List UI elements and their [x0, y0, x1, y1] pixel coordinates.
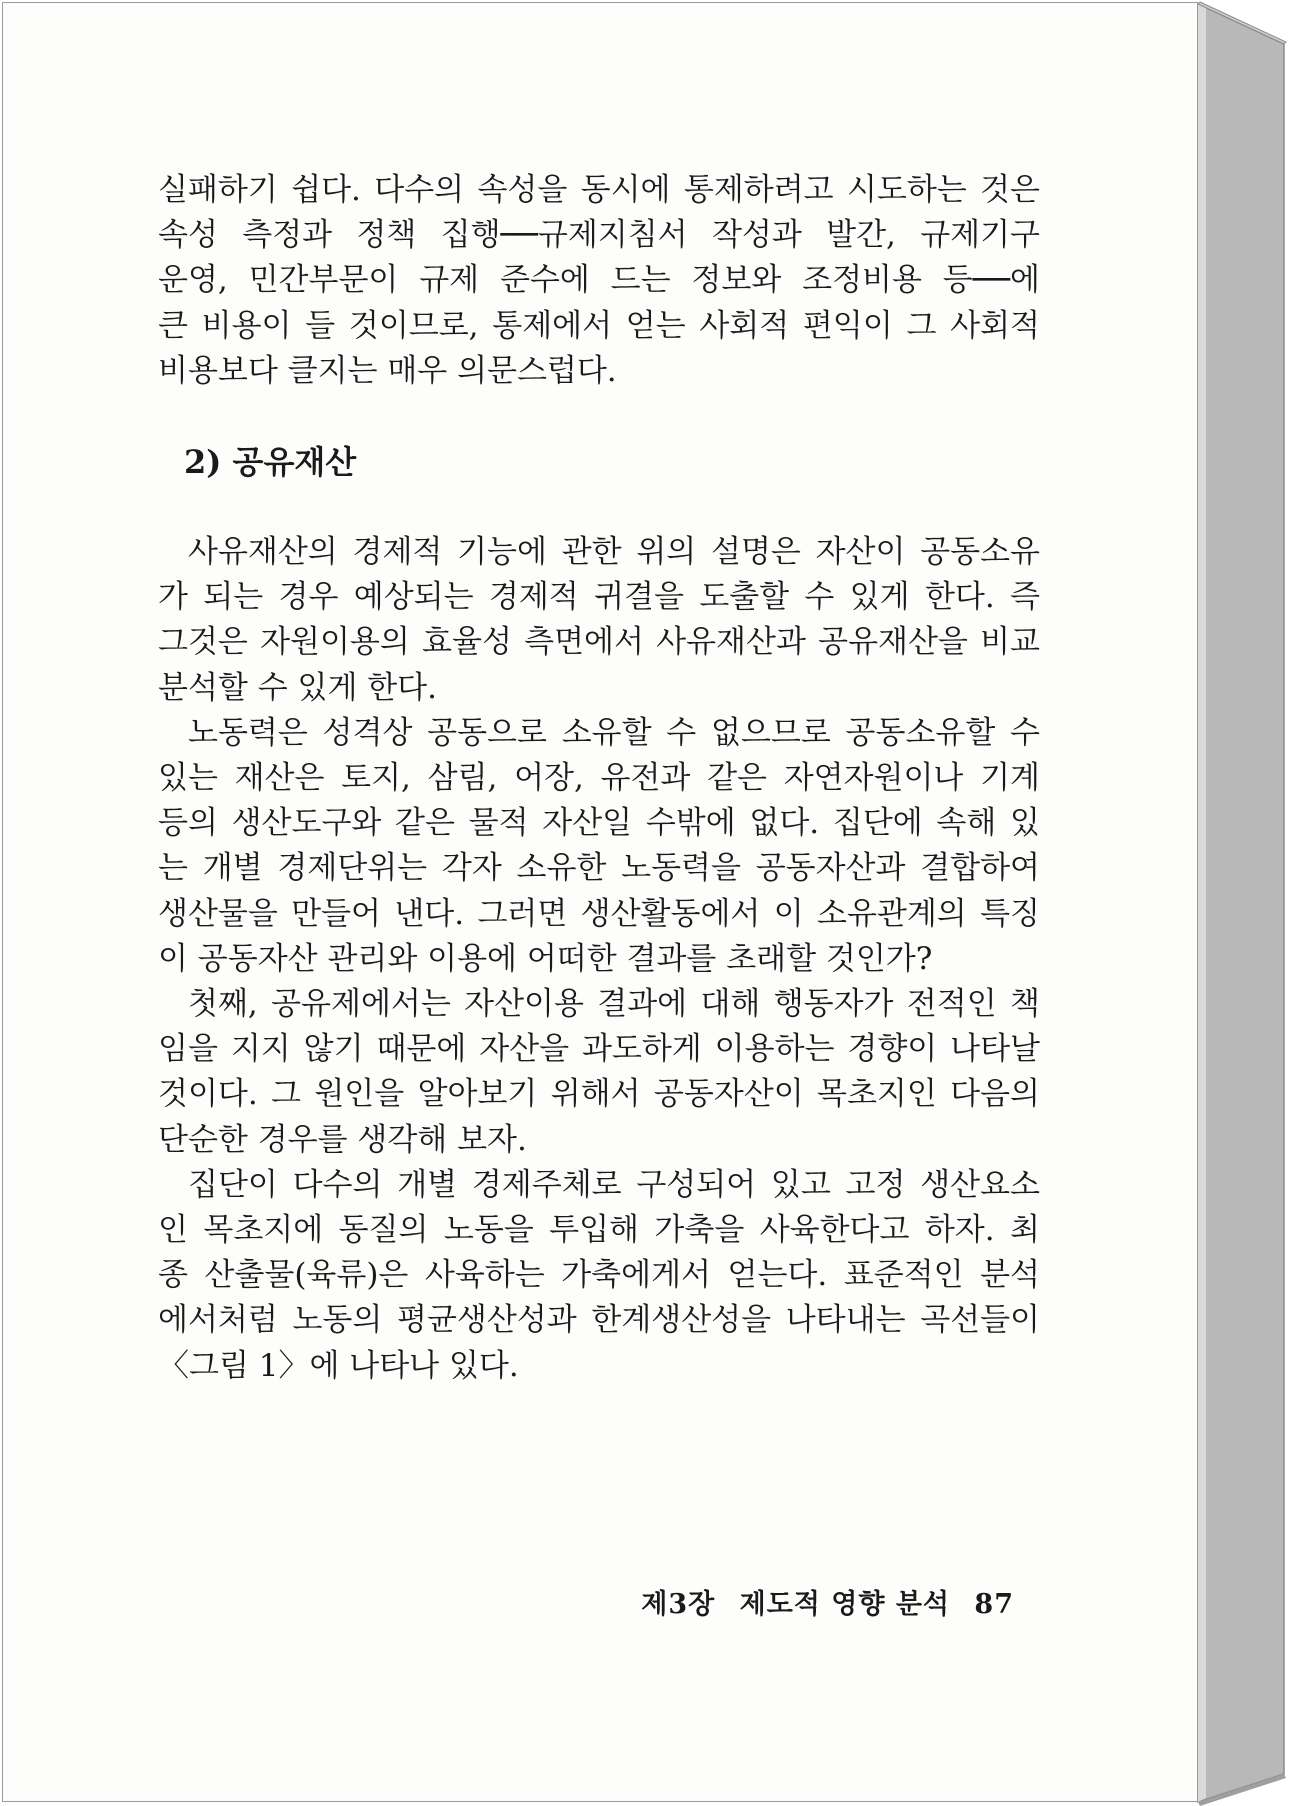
section-heading: 2) 공유재산 [184, 443, 357, 482]
text-line: 첫째, 공유제에서는 자산이용 결과에 대해 행동자가 전적인 책 [188, 986, 1040, 1023]
text-line: 큰 비용이 들 것이므로, 통제에서 얻는 사회적 편익이 그 사회적 [158, 307, 1040, 344]
text-line: 생산물을 만들어 낸다. 그러면 생산활동에서 이 소유관계의 특징 [158, 895, 1040, 932]
text-line: 있는 재산은 토지, 삼림, 어장, 유전과 같은 자연자원이나 기계 [158, 760, 1040, 797]
text-line: 단순한 경우를 생각해 보자. [158, 1121, 527, 1158]
text-line: 는 개별 경제단위는 각자 소유한 노동력을 공동자산과 결합하여 [158, 850, 1040, 887]
footer-chapter-title: 제도적 영향 분석 [739, 1589, 951, 1620]
paragraph-1 [158, 168, 1040, 394]
page-footer [0, 1582, 1014, 1621]
text-line: 운영, 민간부문이 규제 준수에 드는 정보와 조정비용 등──에 [158, 262, 1040, 299]
text-line: 인 목초지에 동질의 노동을 투입해 가축을 사육한다고 하자. 최 [158, 1212, 1040, 1249]
page-number: 87 [974, 1589, 1014, 1620]
text-line: 종 산출물(육류)은 사육하는 가축에게서 얻는다. 표준적인 분석 [158, 1257, 1040, 1294]
text-line: 노동력은 성격상 공동으로 소유할 수 없으므로 공동소유할 수 [188, 714, 1040, 751]
text-line: 이 공동자산 관리와 이용에 어떠한 결과를 초래할 것인가? [158, 940, 933, 977]
paragraph-4 [158, 982, 1040, 1163]
paragraph-5 [158, 1163, 1040, 1389]
footer-chapter: 제3장 [641, 1589, 716, 1620]
text-line: 임을 지지 않기 때문에 자산을 과도하게 이용하는 경향이 나타날 [158, 1031, 1040, 1068]
text-line: 것이다. 그 원인을 알아보기 위해서 공동자산이 목초지인 다음의 [158, 1076, 1040, 1113]
paragraph-3 [158, 711, 1040, 982]
text-line: 〈그림 1〉에 나타나 있다. [158, 1347, 519, 1384]
text-line: 분석할 수 있게 한다. [158, 669, 437, 706]
text-line: 실패하기 쉽다. 다수의 속성을 동시에 통제하려고 시도하는 것은 [158, 172, 1040, 208]
page-body [158, 168, 1040, 1389]
text-line: 사유재산의 경제적 기능에 관한 위의 설명은 자산이 공동소유 [188, 534, 1040, 571]
text-line: 비용보다 클지는 매우 의문스럽다. [158, 352, 617, 389]
text-line: 속성 측정과 정책 집행──규제지침서 작성과 발간, 규제기구 [158, 217, 1040, 254]
text-line: 등의 생산도구와 같은 물적 자산일 수밖에 없다. 집단에 속해 있 [158, 805, 1040, 842]
text-line: 그것은 자원이용의 효율성 측면에서 사유재산과 공유재산을 비교 [158, 624, 1040, 661]
text-line: 가 되는 경우 예상되는 경제적 귀결을 도출할 수 있게 한다. 즉 [158, 579, 1040, 616]
text-line: 집단이 다수의 개별 경제주체로 구성되어 있고 고정 생산요소 [188, 1166, 1040, 1203]
text-line: 에서처럼 노동의 평균생산성과 한계생산성을 나타내는 곡선들이 [158, 1302, 1040, 1339]
paragraph-2 [158, 530, 1040, 711]
